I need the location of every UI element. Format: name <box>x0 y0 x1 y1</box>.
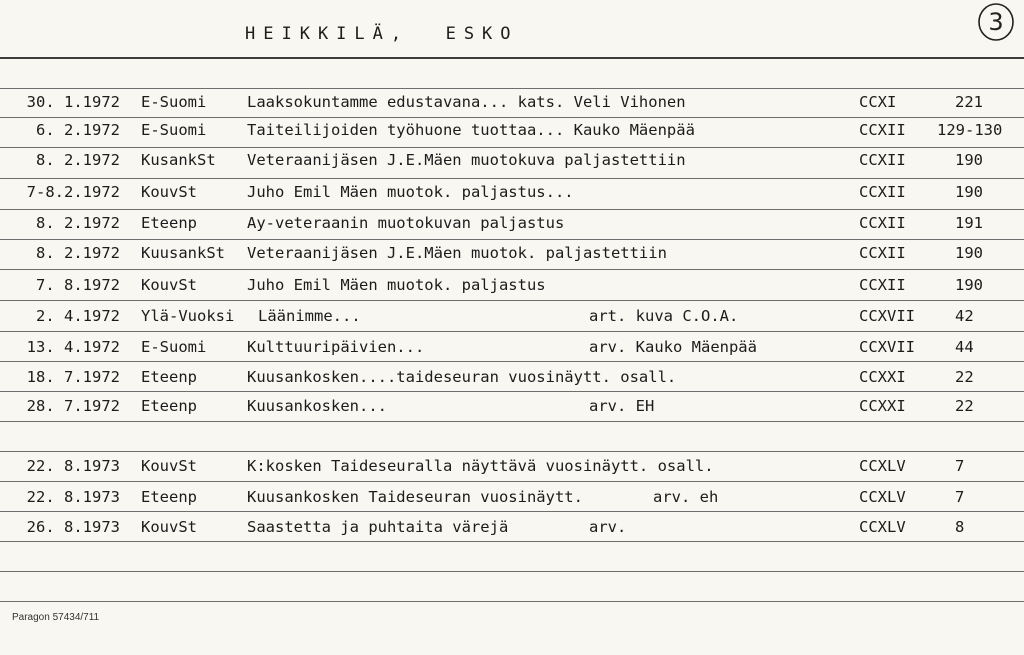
entry-volume: CCXXI <box>859 397 906 415</box>
table-row <box>0 331 1024 361</box>
entry-volume: CCXII <box>859 276 906 294</box>
entry-note: arv. eh <box>653 488 719 506</box>
entry-title: Kuusankosken....taideseuran vuosinäytt. osall. <box>247 368 677 386</box>
entry-date: 13. 4.1972 <box>26 338 120 356</box>
entry-title: Saastetta ja puhtaita värejä <box>247 518 509 536</box>
entry-date: 7. 8.1972 <box>36 276 120 294</box>
entry-date: 8. 2.1972 <box>36 244 120 262</box>
entry-note: arv. Kauko Mäenpää <box>589 338 757 356</box>
entry-title: Veteraanijäsen J.E.Mäen muotokuva paljastettiin <box>247 151 686 169</box>
entry-note: arv. EH <box>589 397 655 415</box>
card-number <box>976 2 1016 42</box>
entry-title: Kuusankosken... <box>247 397 387 415</box>
entry-paper: Ylä-Vuoksi <box>141 307 235 325</box>
entry-title: Juho Emil Mäen muotok. paljastus... <box>247 183 574 201</box>
entry-paper: Eteenp <box>141 488 197 506</box>
entry-paper: KusankSt <box>141 151 216 169</box>
entry-page: 7 <box>955 457 965 475</box>
entry-page: 22 <box>955 368 974 386</box>
entry-page: 129-130 <box>937 121 1003 139</box>
entry-date: 30. 1.1972 <box>26 93 120 111</box>
entry-title: Ay-veteraanin muotokuvan paljastus <box>247 214 565 232</box>
entry-note: arv. <box>589 518 627 536</box>
card-number-text: 3 <box>988 8 1004 36</box>
entry-volume: CCXVII <box>859 307 915 325</box>
entry-date: 8. 2.1972 <box>36 151 120 169</box>
table-row <box>0 237 1024 267</box>
entry-page: 191 <box>955 214 983 232</box>
entry-title: Juho Emil Mäen muotok. paljastus <box>247 276 546 294</box>
entry-page: 221 <box>955 93 983 111</box>
header-rule <box>0 57 1024 59</box>
entry-page: 190 <box>955 151 983 169</box>
entry-page: 7 <box>955 488 965 506</box>
entry-date: 6. 2.1972 <box>36 121 120 139</box>
entry-paper: Eteenp <box>141 397 197 415</box>
entry-volume: CCXII <box>859 244 906 262</box>
table-row <box>0 450 1024 480</box>
entry-volume: CCXII <box>859 151 906 169</box>
entry-date: 18. 7.1972 <box>26 368 120 386</box>
entry-volume: CCXXI <box>859 368 906 386</box>
rule <box>0 541 1024 542</box>
table-row <box>0 176 1024 206</box>
entry-paper: KouvSt <box>141 518 197 536</box>
entry-volume: CCXI <box>859 93 897 111</box>
entry-date: 7-8.2.1972 <box>26 183 120 201</box>
entry-paper: KouvSt <box>141 183 197 201</box>
entry-date: 22. 8.1973 <box>26 457 120 475</box>
entry-volume: CCXLV <box>859 488 906 506</box>
entry-paper: KuusankSt <box>141 244 225 262</box>
entry-volume: CCXII <box>859 183 906 201</box>
table-row <box>0 86 1024 116</box>
table-row <box>0 390 1024 420</box>
entry-volume: CCXLV <box>859 518 906 536</box>
rule <box>0 421 1024 422</box>
entry-note: art. kuva C.O.A. <box>589 307 739 325</box>
printer-imprint: Paragon 57434/711 <box>12 612 100 623</box>
entry-date: 2. 4.1972 <box>36 307 120 325</box>
entry-title: K:kosken Taideseuralla näyttävä vuosinäytt. osall. <box>247 457 714 475</box>
entry-volume: CCXLV <box>859 457 906 475</box>
entry-date: 8. 2.1972 <box>36 214 120 232</box>
entry-page: 190 <box>955 276 983 294</box>
entry-page: 190 <box>955 183 983 201</box>
table-row <box>0 114 1024 144</box>
rule <box>0 601 1024 602</box>
entry-page: 190 <box>955 244 983 262</box>
entry-page: 42 <box>955 307 974 325</box>
table-row <box>0 269 1024 299</box>
entry-title: Läänimme... <box>258 307 361 325</box>
entry-paper: E-Suomi <box>141 121 207 139</box>
entry-paper: KouvSt <box>141 457 197 475</box>
entry-title: Laaksokuntamme edustavana... kats. Veli Vihonen <box>247 93 686 111</box>
entry-paper: KouvSt <box>141 276 197 294</box>
table-row <box>0 361 1024 391</box>
entry-title: Veteraanijäsen J.E.Mäen muotok. paljastettiin <box>247 244 667 262</box>
table-row <box>0 207 1024 237</box>
entry-page: 44 <box>955 338 974 356</box>
entry-paper: Eteenp <box>141 368 197 386</box>
entry-title: Taiteilijoiden työhuone tuottaa... Kauko Mäenpää <box>247 121 695 139</box>
entry-date: 28. 7.1972 <box>26 397 120 415</box>
entry-volume: CCXII <box>859 121 906 139</box>
entry-title: Kuusankosken Taideseuran vuosinäytt. <box>247 488 583 506</box>
entry-paper: Eteenp <box>141 214 197 232</box>
table-row <box>0 300 1024 330</box>
entry-date: 22. 8.1973 <box>26 488 120 506</box>
entry-page: 22 <box>955 397 974 415</box>
entry-volume: CCXII <box>859 214 906 232</box>
entry-volume: CCXVII <box>859 338 915 356</box>
card-title: HEIKKILÄ, ESKO <box>245 24 519 44</box>
table-row <box>0 511 1024 541</box>
entry-paper: E-Suomi <box>141 338 207 356</box>
entry-date: 26. 8.1973 <box>26 518 120 536</box>
table-row <box>0 481 1024 511</box>
table-row <box>0 144 1024 174</box>
entry-page: 8 <box>955 518 965 536</box>
entry-title: Kulttuuripäivien... <box>247 338 425 356</box>
rule <box>0 571 1024 572</box>
entry-paper: E-Suomi <box>141 93 207 111</box>
